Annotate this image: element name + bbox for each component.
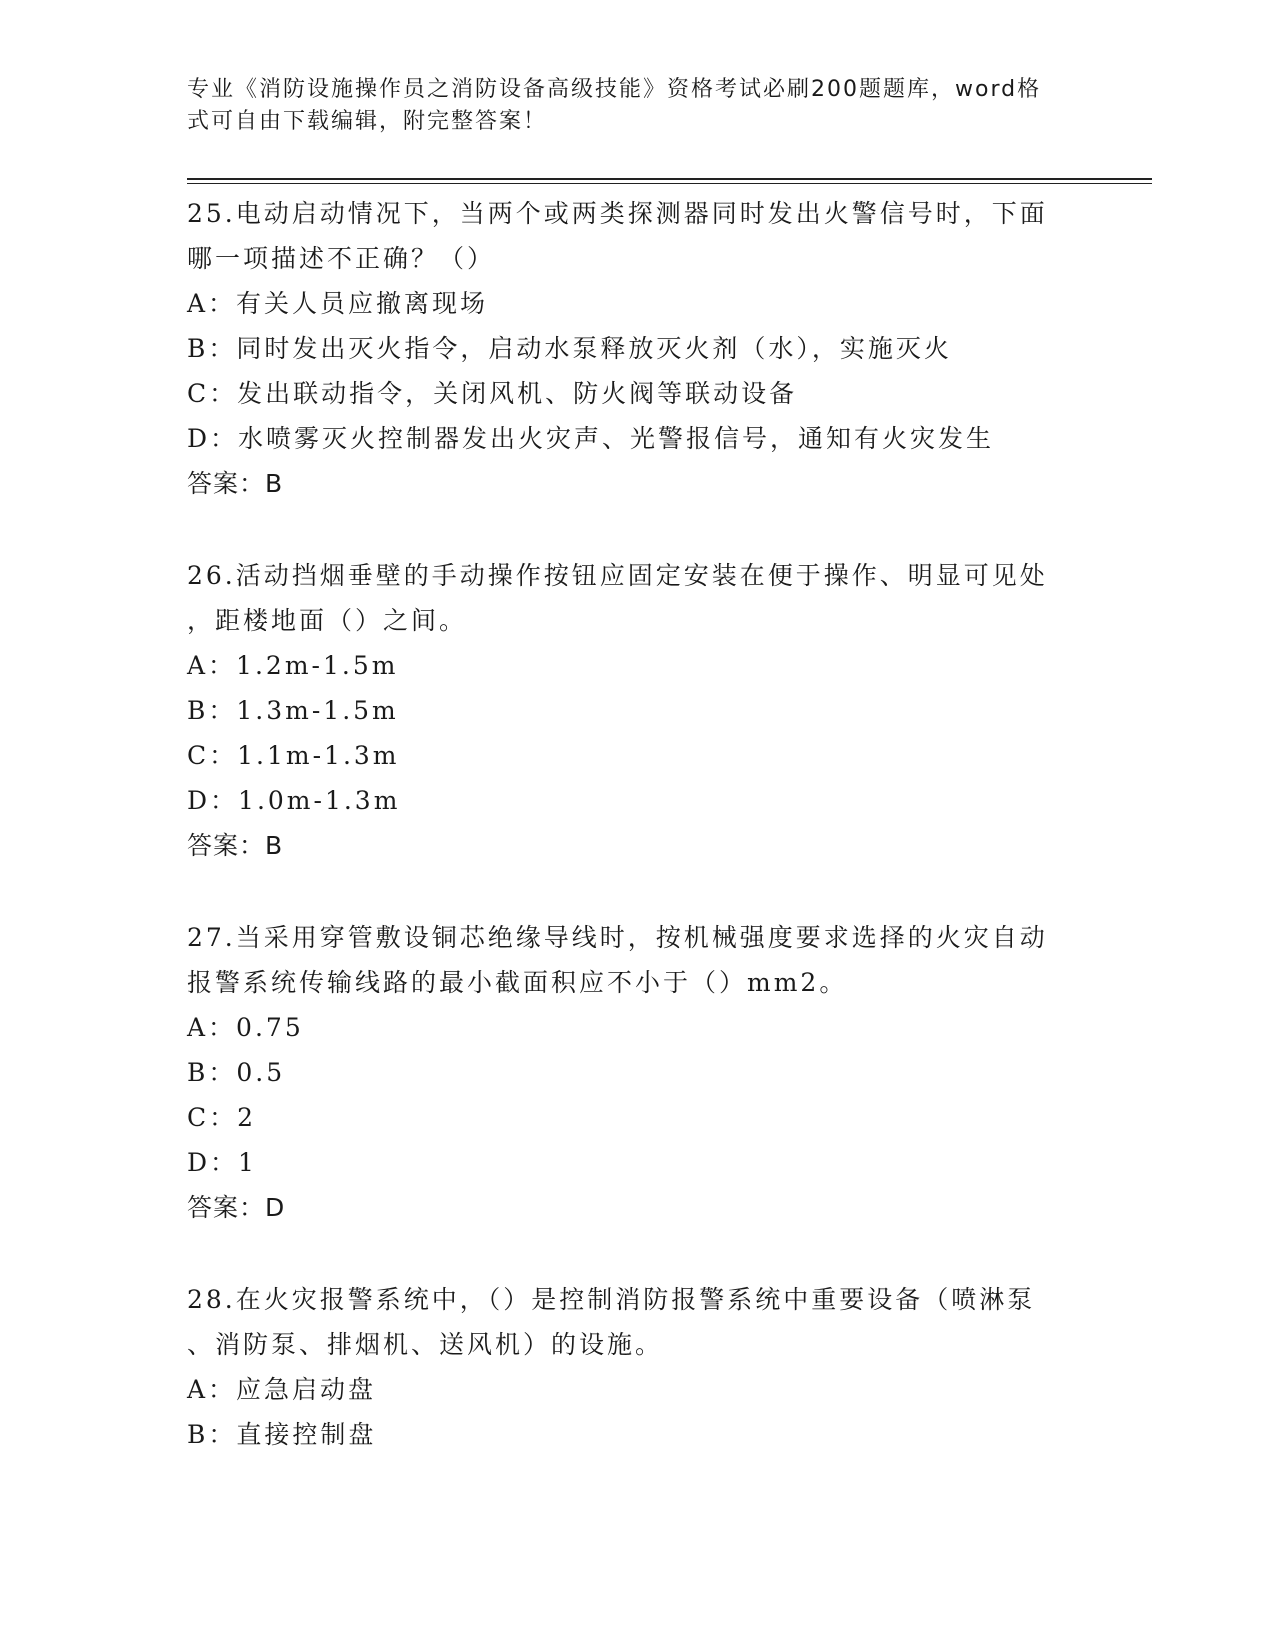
option-a: A：0.75 [187,1013,304,1042]
option-c: C：2 [187,1103,257,1132]
question-28 [187,1277,1087,1457]
answer-text: 答案：B [187,831,284,860]
answer-text: 答案：B [187,469,284,498]
document-header [187,74,1067,138]
option-b: B：直接控制盘 [187,1420,377,1449]
question-stem-line-2: 报警系统传输线路的最小截面积应不小于（）mm2。 [187,968,848,997]
option-c: C：1.1m-1.3m [187,741,400,770]
question-stem-line-1: 27.当采用穿管敷设铜芯绝缘导线时，按机械强度要求选择的火灾自动 [187,923,1048,952]
question-stem-line-1: 26.活动挡烟垂壁的手动操作按钮应固定安装在便于操作、明显可见处 [187,561,1048,590]
question-stem-line-1: 28.在火灾报警系统中，（）是控制消防报警系统中重要设备（喷淋泵 [187,1285,1036,1314]
option-d: D：1.0m-1.3m [187,786,401,815]
option-d: D：水喷雾灭火控制器发出火灾声、光警报信号，通知有火灾发生 [187,424,995,453]
option-a: A：有关人员应撤离现场 [187,289,489,318]
header-line-1: 专业《消防设施操作员之消防设备高级技能》资格考试必刷200题题库，word格 [187,77,1042,102]
answer-text: 答案：D [187,1193,286,1222]
question-25 [187,191,1087,506]
option-c: C：发出联动指令，关闭风机、防火阀等联动设备 [187,379,798,408]
question-26 [187,553,1087,868]
header-line-2: 式可自由下载编辑，附完整答案！ [187,109,548,134]
option-b: B：同时发出灭火指令，启动水泵释放灭火剂（水），实施灭火 [187,334,952,363]
question-stem-line-1: 25.电动启动情况下，当两个或两类探测器同时发出火警信号时，下面 [187,199,1048,228]
option-a: A：1.2m-1.5m [187,651,399,680]
header-divider-thick [187,178,1152,180]
question-list [187,191,1087,1457]
option-a: A：应急启动盘 [187,1375,377,1404]
header-divider-thin [187,183,1152,184]
question-stem-line-2: ，距楼地面（）之间。 [187,606,468,635]
option-b: B：1.3m-1.5m [187,696,399,725]
option-b: B：0.5 [187,1058,286,1087]
question-27 [187,915,1087,1230]
option-d: D：1 [187,1148,257,1177]
question-stem-line-2: 、消防泵、排烟机、送风机）的设施。 [187,1330,664,1359]
question-stem-line-2: 哪一项描述不正确？（） [187,244,496,273]
